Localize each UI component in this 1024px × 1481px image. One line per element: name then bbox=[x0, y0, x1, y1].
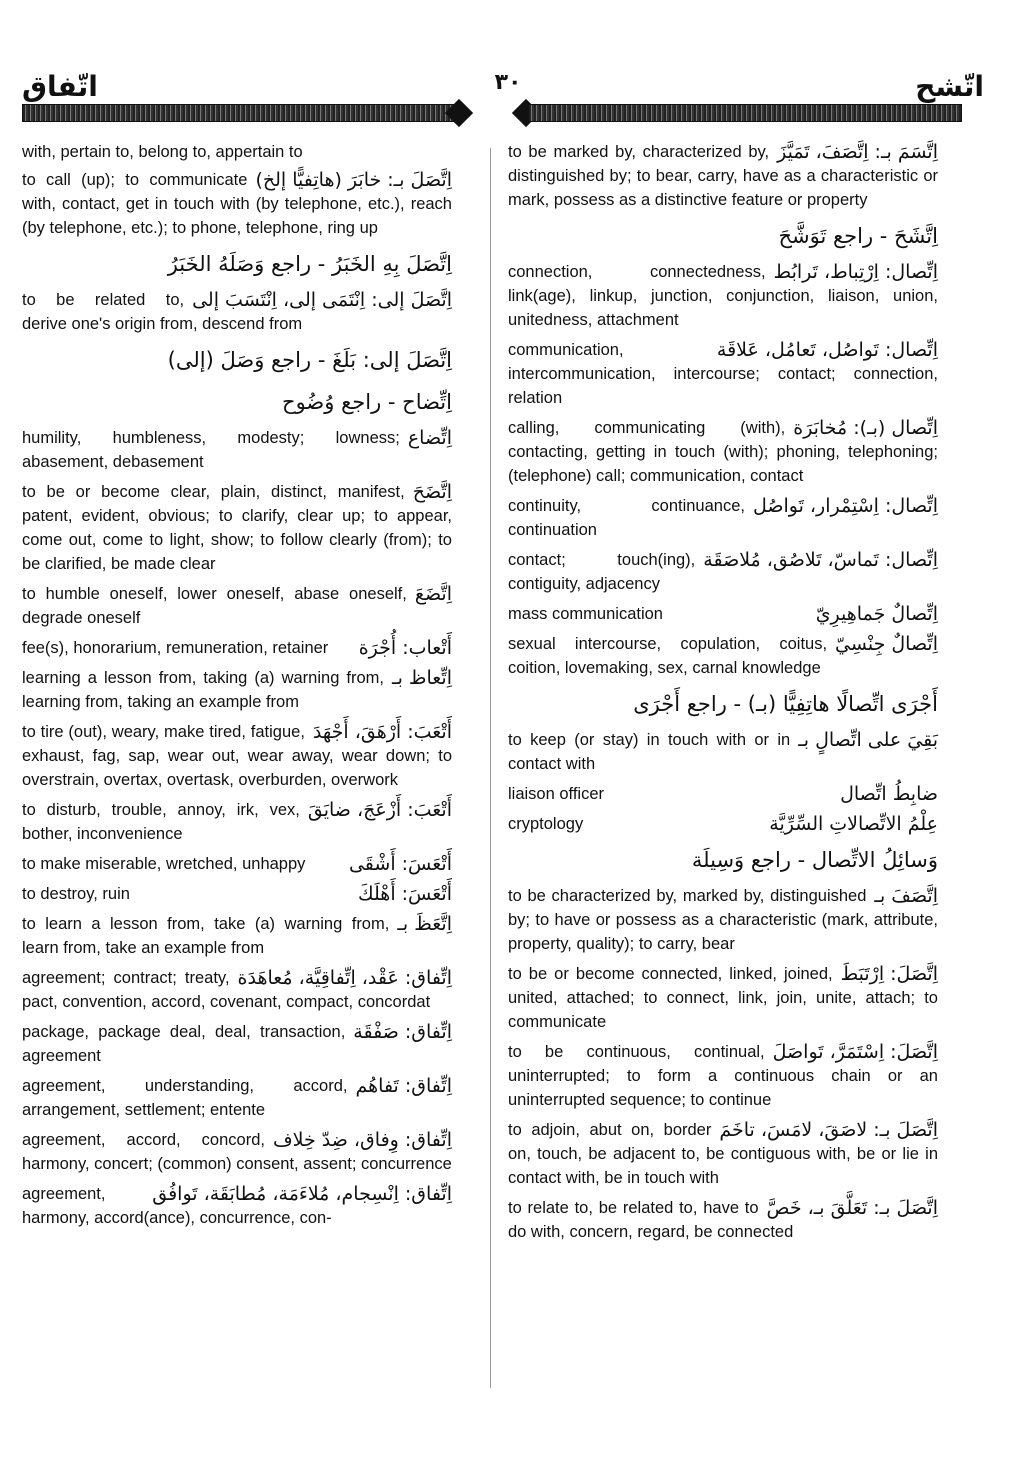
dictionary-entry bbox=[508, 1040, 938, 1112]
dictionary-entry bbox=[508, 1196, 938, 1244]
arabic-headword: اِتَّصَلَ بـ: خابَرَ (هاتِفيًّا إلخ) bbox=[255, 169, 452, 191]
arabic-headword: اِتِّضاح - راجع وُضُوح bbox=[282, 390, 452, 414]
dictionary-entry bbox=[508, 632, 938, 680]
english-definition: fee(s), honorarium, remuneration, retainer bbox=[22, 639, 329, 657]
dictionary-entry bbox=[508, 260, 938, 332]
english-definition: communication, intercommunication, intercourse; contact; connection, relation bbox=[508, 341, 938, 407]
dictionary-entry bbox=[508, 812, 938, 836]
dictionary-entry bbox=[508, 338, 938, 410]
english-definition: agreement; contract; treaty, pact, convention, accord, covenant, compact, concordat bbox=[22, 969, 431, 1011]
english-definition: to be characterized by, marked by, distinguished by; to have or possess as a characteristic (mark, attribute, property, quality); to carry, bear bbox=[508, 887, 938, 953]
arabic-headword: اِتَّشَحَ - راجع تَوَشَّحَ bbox=[778, 224, 938, 248]
arabic-headword: اِتَّصَفَ بـ bbox=[874, 885, 938, 907]
arabic-headword: اِتِّعاظ بـ bbox=[392, 667, 452, 689]
arabic-headword: أَتْعَبَ: أَزْعَجَ، ضايَقَ bbox=[307, 799, 452, 821]
dictionary-entry bbox=[22, 798, 452, 846]
dictionary-entry bbox=[508, 140, 938, 212]
arabic-headword: اِتِّفاق: صَفْقَة bbox=[353, 1021, 452, 1043]
english-definition: to tire (out), weary, make tired, fatigue, exhaust, fag, sap, wear out, wear away, wear down; to overstrain, overtax, overtask, overburden, overwork bbox=[22, 723, 452, 789]
header-rule-left bbox=[22, 104, 456, 122]
arabic-headword: اِتَّصَلَ: اِرْتَبَطَ bbox=[840, 963, 938, 985]
arabic-headword: اِتَّصَلَ بـ: لاصَقَ، لامَسَ، تاخَمَ bbox=[719, 1119, 938, 1141]
dictionary-entry bbox=[508, 548, 938, 596]
dictionary-entry bbox=[22, 1182, 452, 1230]
arabic-headword: بَقِيَ على اتِّصالٍ بـ bbox=[798, 729, 938, 751]
english-definition: liaison officer bbox=[508, 785, 604, 803]
english-definition: with, pertain to, belong to, appertain to bbox=[22, 143, 303, 161]
english-definition: contact; touch(ing), contiguity, adjacency bbox=[508, 551, 696, 593]
english-definition: to call (up); to communicate with, contact, get in touch with (by telephone, etc.), reach (by telephone, etc.); to phone, telephone, ring up bbox=[22, 171, 452, 237]
arabic-headword: وَسائِلُ الاتِّصال - راجع وَسِيلَة bbox=[691, 848, 938, 872]
arabic-headword: اِتِّضاع bbox=[407, 427, 452, 449]
arabic-headword: اِتَّصَلَ بـ: تَعَلَّقَ بـ، خَصَّ bbox=[766, 1197, 938, 1219]
english-definition: to adjoin, abut on, border on, touch, be adjacent to, be contiguous with, be or lie in contact with, be in touch with bbox=[508, 1121, 938, 1187]
dictionary-entry bbox=[22, 882, 452, 906]
english-definition: package, package deal, deal, transaction, agreement bbox=[22, 1023, 346, 1065]
english-definition: agreement, harmony, accord(ance), concurrence, con- bbox=[22, 1185, 332, 1227]
arabic-headword: اِتَّصَلَ: اِسْتَمَرَّ، تَواصَلَ bbox=[772, 1041, 938, 1063]
dictionary-entry bbox=[22, 852, 452, 876]
arabic-headword: ضابِطُ اتِّصال bbox=[840, 783, 938, 805]
english-definition: to be related to, derive one's origin from, descend from bbox=[22, 291, 303, 333]
arabic-headword: اِتِّصال: اِرْتِباط، تَرابُط bbox=[773, 261, 938, 283]
arabic-headword: اِتِّصالٌ جِنْسِيّ bbox=[835, 633, 938, 655]
arabic-headword: اِتِّصال: اِسْتِمْرار، تَواصُل bbox=[752, 495, 938, 517]
arabic-headword: عِلْمُ الاتِّصالاتِ السِّرِّيَّة bbox=[769, 813, 938, 835]
english-definition: to make miserable, wretched, unhappy bbox=[22, 855, 306, 873]
arabic-headword: أَتْعَسَ: أَهْلَكَ bbox=[358, 883, 452, 905]
arabic-headword: أَتْعَبَ: أَرْهَقَ، أَجْهَدَ bbox=[312, 721, 452, 743]
arabic-headword: اِتَّصَلَ إلى: بَلَغَ - راجع وَصَلَ (إلى) bbox=[167, 348, 452, 372]
arabic-headword: اِتِّصال: تَماسّ، تَلاصُق، مُلاصَقَة bbox=[703, 549, 938, 571]
english-definition: connection, connectedness, link(age), linkup, junction, conjunction, liaison, union, unitedness, attachment bbox=[508, 263, 938, 329]
english-definition: cryptology bbox=[508, 815, 584, 833]
english-definition: mass communication bbox=[508, 605, 663, 623]
english-definition: to destroy, ruin bbox=[22, 885, 130, 903]
english-definition: to disturb, trouble, annoy, irk, vex, bother, inconvenience bbox=[22, 801, 300, 843]
english-definition: to learn a lesson from, take (a) warning from, learn from, take an example from bbox=[22, 915, 390, 957]
arabic-headword: اِتَّضَعَ bbox=[414, 583, 452, 605]
arabic-headword: اِتِّفاق: تَفاهُم bbox=[355, 1075, 452, 1097]
arabic-headword: اِتِّصال: تَواصُل، تَعامُل، عَلاقَة bbox=[716, 339, 938, 361]
dictionary-entry bbox=[22, 480, 452, 576]
arabic-headword: اِتِّفاق: وِفاق، ضِدّ خِلاف bbox=[272, 1129, 452, 1151]
dictionary-entry bbox=[22, 1128, 452, 1176]
page-number: ٣٠ bbox=[494, 70, 522, 95]
dictionary-entry bbox=[508, 962, 938, 1034]
english-definition: to be or become connected, linked, joined, united, attached; to connect, link, join, unite, attach; to communicate bbox=[508, 965, 938, 1031]
dictionary-entry bbox=[22, 168, 452, 240]
dictionary-entry bbox=[508, 884, 938, 956]
english-definition: to be marked by, characterized by, distinguished by; to bear, carry, have as a characteristic or mark, possess as a distinctive feature or property bbox=[508, 143, 938, 209]
right-column bbox=[508, 140, 938, 1250]
english-definition: to be or become clear, plain, distinct, manifest, patent, evident, obvious; to clarify, clear up; to appear, come out, come to light, show; to follow clearly (from); to be clarified, be made clear bbox=[22, 483, 452, 573]
arabic-headword: اِتِّصال (بـ): مُخابَرَة bbox=[793, 417, 938, 439]
dictionary-entry bbox=[22, 140, 452, 164]
english-definition: sexual intercourse, copulation, coitus, coition, lovemaking, sex, carnal knowledge bbox=[508, 635, 828, 677]
dictionary-entry bbox=[22, 1074, 452, 1122]
arabic-headword: اِتَّصَلَ بِهِ الخَبَرُ - راجع وَصَلَهُ الخَبَرُ bbox=[167, 252, 452, 276]
dictionary-entry bbox=[22, 1020, 452, 1068]
english-definition: to relate to, be related to, have to do with, concern, regard, be connected bbox=[508, 1199, 794, 1241]
english-definition: agreement, understanding, accord, arrangement, settlement; entente bbox=[22, 1077, 348, 1119]
running-head-left: اتّفاق bbox=[22, 70, 98, 103]
english-definition: to keep (or stay) in touch with or in contact with bbox=[508, 731, 791, 773]
left-column bbox=[22, 140, 452, 1236]
english-definition: continuity, continuance, continuation bbox=[508, 497, 745, 539]
arabic-headword: اِتِّفاق: عَقْد، اِتِّفاقِيَّة، مُعاهَدَة bbox=[237, 967, 452, 989]
dictionary-entry bbox=[508, 782, 938, 806]
arabic-headword: أَتْعاب: أُجْرَة bbox=[358, 637, 452, 659]
arabic-headword: اِتَّضَحَ bbox=[412, 481, 452, 503]
dictionary-entry bbox=[508, 416, 938, 488]
dictionary-entry bbox=[22, 426, 452, 474]
dictionary-entry bbox=[22, 288, 452, 336]
english-definition: calling, communicating (with), contacting, getting in touch (with); phoning, telephoning; (telephone) call; communication, contact bbox=[508, 419, 938, 485]
dictionary-entry bbox=[22, 720, 452, 792]
dictionary-entry bbox=[508, 602, 938, 626]
dictionary-entry bbox=[22, 582, 452, 630]
english-definition: to humble oneself, lower oneself, abase oneself, degrade oneself bbox=[22, 585, 407, 627]
dictionary-entry bbox=[508, 1118, 938, 1190]
english-definition: to be continuous, continual, uninterrupted; to form a continuous chain or an uninterrupted sequence; to continue bbox=[508, 1043, 938, 1109]
column-divider bbox=[490, 148, 491, 1388]
english-definition: humility, humbleness, modesty; lowness; abasement, debasement bbox=[22, 429, 400, 471]
dictionary-entry bbox=[22, 966, 452, 1014]
arabic-headword: أَجْرَى اتِّصالًا هاتِفِيًّا (بـ) - راجع أَجْرَى bbox=[633, 692, 938, 716]
arabic-headword: أَتْعَسَ: أَشْقَى bbox=[348, 853, 452, 875]
running-head-right: اتّشح bbox=[915, 70, 984, 103]
arabic-headword: اِتِّفاق: اِنْسِجام، مُلاءَمَة، مُطابَقَة، تَوافُق bbox=[152, 1183, 452, 1205]
arabic-headword: اِتَّصَلَ إلى: اِنْتَمَى إلى، اِنْتَسَبَ إلى bbox=[192, 289, 452, 311]
english-definition: learning a lesson from, taking (a) warning from, learning from, taking an example from bbox=[22, 669, 384, 711]
dictionary-entry bbox=[22, 666, 452, 714]
dictionary-entry bbox=[508, 728, 938, 776]
arabic-headword: اِتَّسَمَ بـ: اِتَّصَفَ، تَمَيَّزَ bbox=[777, 141, 938, 163]
arabic-headword: اِتِّصالٌ جَماهِيرِيّ bbox=[815, 603, 938, 625]
dictionary-entry bbox=[22, 636, 452, 660]
dictionary-entry bbox=[508, 494, 938, 542]
dictionary-entry bbox=[22, 912, 452, 960]
arabic-headword: اِتَّعَظَ بـ bbox=[397, 913, 452, 935]
english-definition: agreement, accord, concord, harmony, concert; (common) consent, assent; concurrence bbox=[22, 1131, 452, 1173]
header-rule-right bbox=[528, 104, 962, 122]
